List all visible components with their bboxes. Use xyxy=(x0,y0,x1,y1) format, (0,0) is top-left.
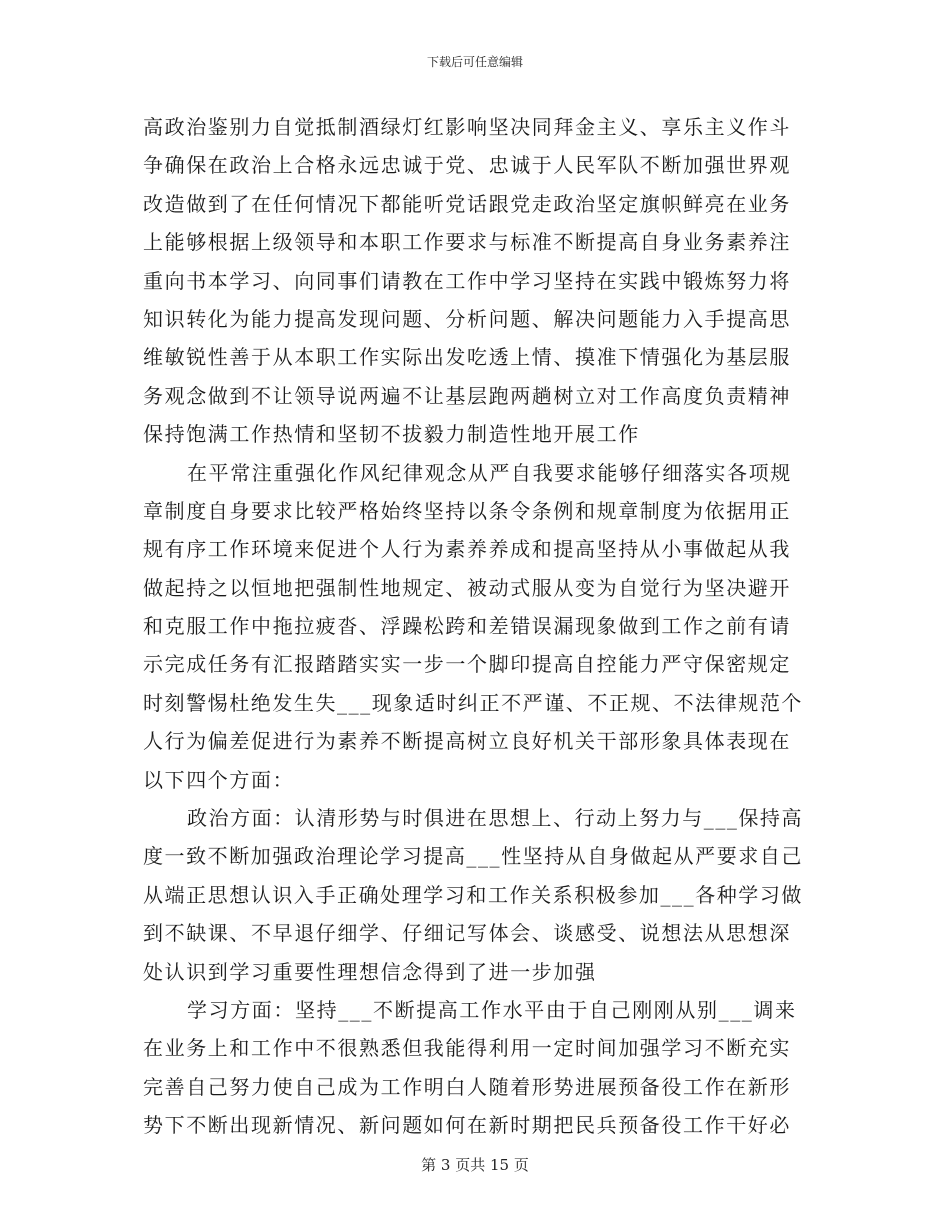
text-line: 从端正思想认识入手正确处理学习和工作关系积极参加___各种学习做 xyxy=(143,882,803,907)
page-header: 下载后可任意编辑 xyxy=(426,55,523,69)
text-line: 上能够根据上级领导和本职工作要求与标准不断提高自身业务素养注 xyxy=(143,230,791,255)
text-line: 势下不断出现新情况、新问题如何在新时期把民兵预备役工作干好必 xyxy=(143,1113,791,1138)
paragraph-first-line: 学习方面：坚持___不断提高工作水平由于自己刚刚从别___调来 xyxy=(187,997,797,1022)
text-line: 到不缺课、不早退仔细学、仔细记写体会、谈感受、说想法从思想深 xyxy=(143,921,791,946)
text-line: 知识转化为能力提高发现问题、分析问题、解决问题能力入手提高思 xyxy=(143,306,791,331)
paragraph-first-line: 在平常注重强化作风纪律观念从严自我要求能够仔细落实各项规 xyxy=(187,460,792,485)
paragraph-first-line: 政治方面：认清形势与时俱进在思想上、行动上努力与___保持高 xyxy=(187,806,803,831)
text-line: 示完成任务有汇报踏踏实实一步一个脚印提高自控能力严守保密规定 xyxy=(143,652,791,677)
text-line: 在业务上和工作中不很熟悉但我能得利用一定时间加强学习不断充实 xyxy=(143,1036,791,1061)
text-line: 保持饱满工作热情和坚韧不拔毅力制造性地开展工作 xyxy=(143,422,640,447)
text-line: 高政治鉴别力自觉抵制酒绿灯红影响坚决同拜金主义、享乐主义作斗 xyxy=(143,115,791,139)
text-line: 做起持之以恒地把强制性地规定、被动式服从变为自觉行为坚决避开 xyxy=(143,575,791,600)
text-line: 争确保在政治上合格永远忠诚于党、忠诚于人民军队不断加强世界观 xyxy=(143,153,791,178)
text-line: 处认识到学习重要性理想信念得到了进一步加强 xyxy=(143,959,597,984)
text-line: 务观念做到不让领导说两遍不让基层跑两趟树立对工作高度负责精神 xyxy=(143,383,791,408)
text-line: 完善自己努力使自己成为工作明白人随着形势进展预备役工作在新形 xyxy=(143,1074,791,1099)
text-line: 章制度自身要求比较严格始终坚持以条令条例和规章制度为依据用正 xyxy=(143,498,791,523)
text-line: 改造做到了在任何情况下都能听党话跟党走政治坚定旗帜鲜亮在业务 xyxy=(143,191,791,216)
text-line: 和克服工作中拖拉疲沓、浮躁松跨和差错误漏现象做到工作之前有请 xyxy=(143,614,791,639)
document-body xyxy=(143,108,803,1145)
text-line: 规有序工作环境来促进个人行为素养养成和提高坚持从小事做起从我 xyxy=(143,537,791,562)
text-line: 度一致不断加强政治理论学习提高___性坚持从自身做起从严要求自己 xyxy=(143,844,803,869)
text-line: 人行为偏差促进行为素养不断提高树立良好机关干部形象具体表现在 xyxy=(143,729,791,754)
text-line: 维敏锐性善于从本职工作实际出发吃透上情、摸准下情强化为基层服 xyxy=(143,345,791,370)
text-line: 重向书本学习、向同事们请教在工作中学习坚持在实践中锻炼努力将 xyxy=(143,268,791,293)
text-line: 以下四个方面： xyxy=(143,767,295,792)
page-number-footer: 第 3 页共 15 页 xyxy=(421,1156,529,1174)
text-line: 时刻警惕杜绝发生失___现象适时纠正不严谨、不正规、不法律规范个 xyxy=(143,690,803,715)
